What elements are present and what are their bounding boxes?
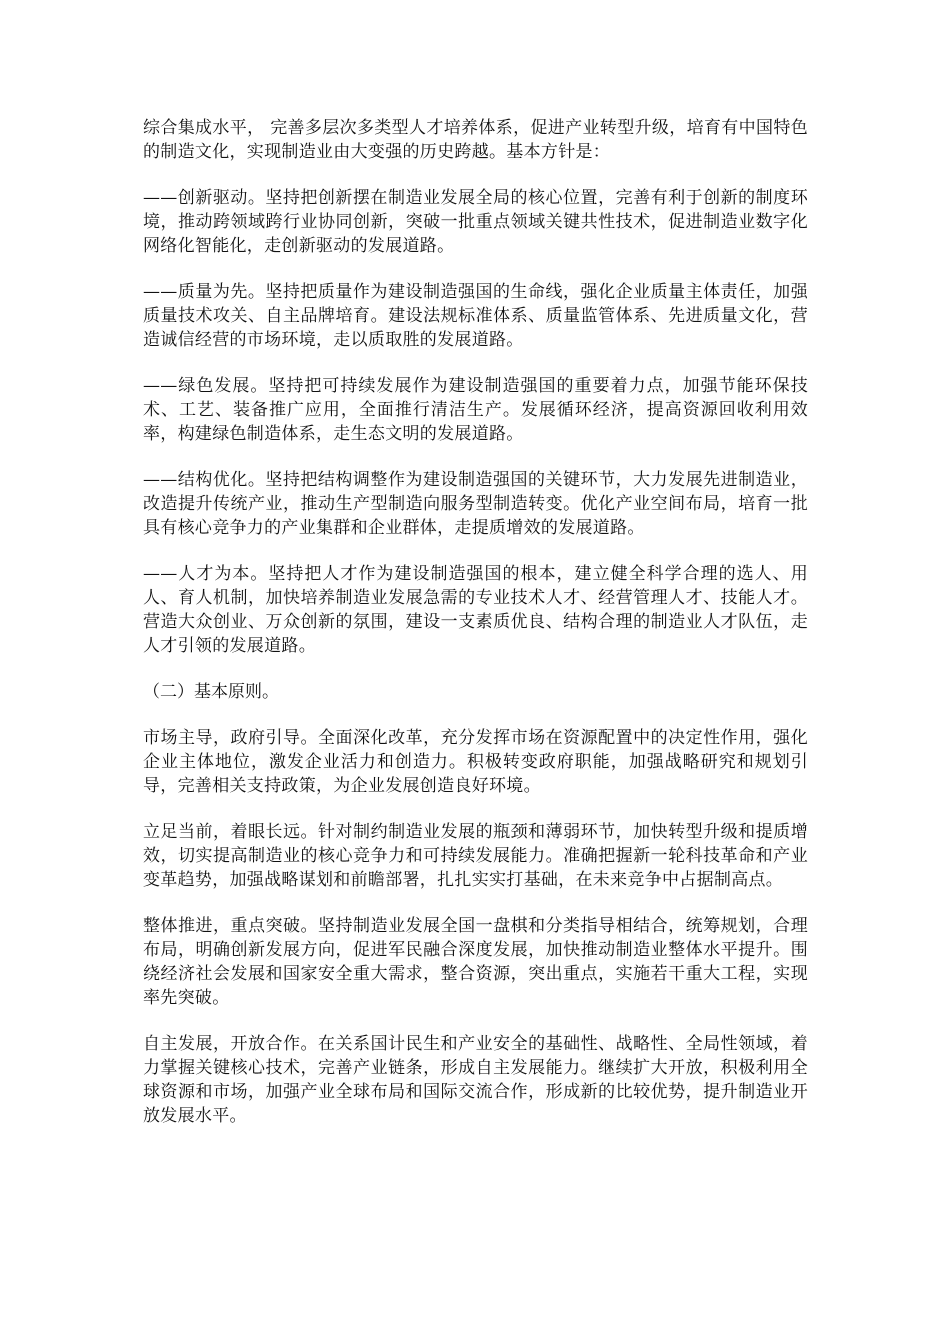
section-heading: （二）基本原则。 [143, 682, 279, 702]
paragraph-structure: ——结构优化。坚持把结构调整作为建设制造强国的关键环节，大力发展先进制造业，改造提升传统产业，推动生产型制造向服务型制造转变。优化产业空间布局，培育一批具有核心竞争力的产业集群和企业群体，走提质增效的发展道路。 [143, 470, 808, 538]
paragraph-talent: ——人才为本。坚持把人才作为建设制造强国的根本，建立健全科学合理的选人、用人、育人机制，加快培养制造业发展急需的专业技术人才、经营管理人才、技能人才。营造大众创业、万众创新的氛围，建设一支素质优良、结构合理的制造业人才队伍，走人才引领的发展道路。 [143, 564, 808, 656]
paragraph-green: ——绿色发展。坚持把可持续发展作为建设制造强国的重要着力点，加强节能环保技术、工艺、装备推广应用，全面推行清洁生产。发展循环经济，提高资源回收利用效率，构建绿色制造体系，走生态文明的发展道路。 [143, 376, 808, 444]
paragraph-principle-market: 市场主导，政府引导。全面深化改革，充分发挥市场在资源配置中的决定性作用，强化企业主体地位，激发企业活力和创造力。积极转变政府职能，加强战略研究和规划引导，完善相关支持政策，为企业发展创造良好环境。 [143, 728, 808, 796]
paragraph-innovation: ——创新驱动。坚持把创新摆在制造业发展全局的核心位置，完善有利于创新的制度环境，推动跨领域跨行业协同创新，突破一批重点领域关键共性技术，促进制造业数字化网络化智能化，走创新驱动的发展道路。 [143, 188, 808, 256]
paragraph-principle-openness: 自主发展，开放合作。在关系国计民生和产业安全的基础性、战略性、全局性领域，着力掌握关键核心技术，完善产业链条，形成自主发展能力。继续扩大开放，积极利用全球资源和市场，加强产业全球布局和国际交流合作，形成新的比较优势，提升制造业开放发展水平。 [143, 1034, 808, 1126]
document-body [143, 116, 808, 1150]
paragraph-principle-longterm: 立足当前，着眼长远。针对制约制造业发展的瓶颈和薄弱环节，加快转型升级和提质增效，切实提高制造业的核心竞争力和可持续发展能力。准确把握新一轮科技革命和产业变革趋势，加强战略谋划和前瞻部署，扎扎实实打基础，在未来竞争中占据制高点。 [143, 822, 808, 890]
paragraph-quality: ——质量为先。坚持把质量作为建设制造强国的生命线，强化企业质量主体责任，加强质量技术攻关、自主品牌培育。建设法规标准体系、质量监管体系、先进质量文化，营造诚信经营的市场环境，走以质取胜的发展道路。 [143, 282, 808, 350]
paragraph-intro: 综合集成水平， 完善多层次多类型人才培养体系，促进产业转型升级，培育有中国特色的制造文化，实现制造业由大变强的历史跨越。基本方针是： [143, 118, 808, 162]
paragraph-principle-breakthrough: 整体推进，重点突破。坚持制造业发展全国一盘棋和分类指导相结合，统筹规划，合理布局，明确创新发展方向，促进军民融合深度发展，加快推动制造业整体水平提升。围绕经济社会发展和国家安全重大需求，整合资源，突出重点，实施若干重大工程，实现率先突破。 [143, 916, 808, 1008]
